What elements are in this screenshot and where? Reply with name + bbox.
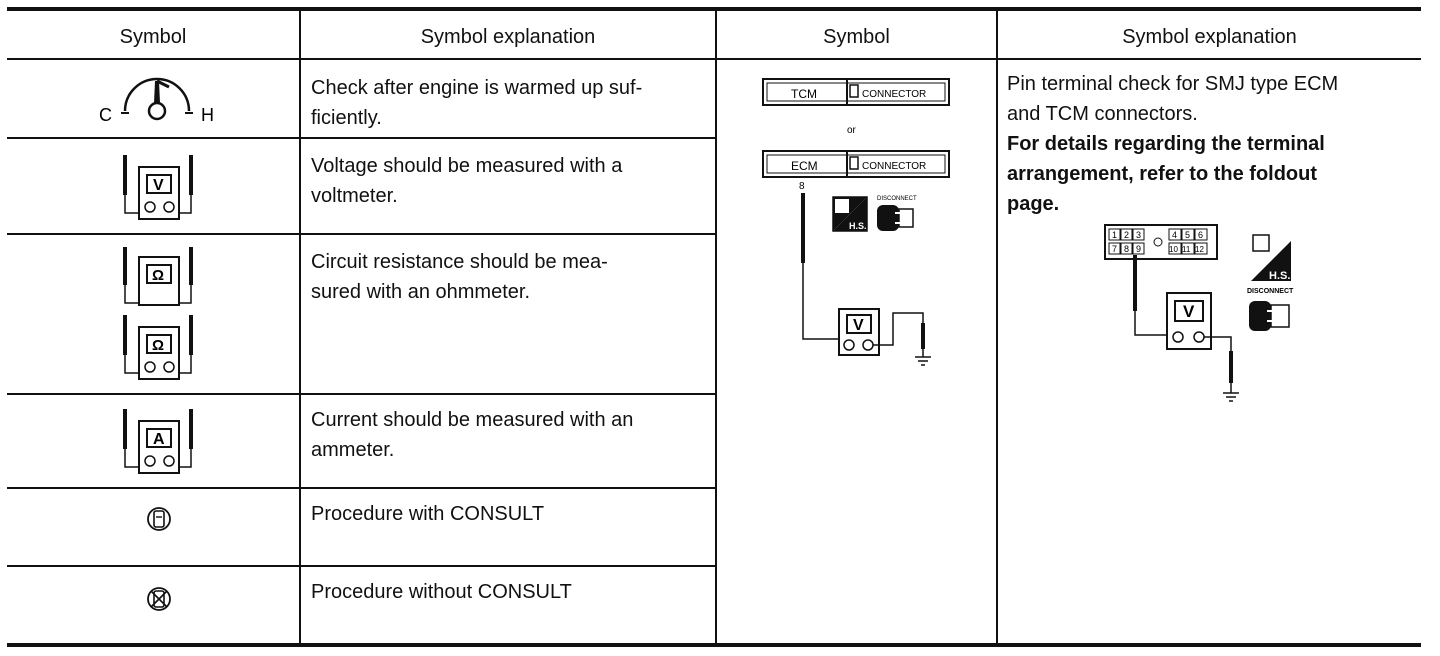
no-consult-icon xyxy=(145,583,173,615)
row-4-explanation xyxy=(311,405,633,465)
ohmmeter-icon xyxy=(119,313,199,381)
tcm-label: TCM xyxy=(791,87,817,101)
row-6-explanation xyxy=(311,577,572,607)
gauge-h-label: H xyxy=(201,105,214,125)
pin-8-label: 8 xyxy=(799,181,805,192)
pin-disconnect-icon xyxy=(1249,301,1271,331)
ammeter-icon xyxy=(119,407,199,475)
pin-1: 1 xyxy=(1112,230,1118,240)
row-4-line1: Current should be measured with an xyxy=(311,409,634,431)
row-6-line1: Procedure without CONSULT xyxy=(311,581,572,603)
consult-icon xyxy=(145,503,173,535)
right-explanation-bold2: arrangement, refer to the foldout xyxy=(1007,163,1318,185)
pin-12: 12 xyxy=(1195,245,1204,254)
column-divider xyxy=(715,11,717,643)
ohmmeter-icon xyxy=(119,245,199,309)
header-explanation-left: Symbol explanation xyxy=(420,25,596,48)
row-divider xyxy=(7,565,715,567)
diagram-v-label: V xyxy=(853,317,864,334)
column-divider xyxy=(996,11,998,643)
row-5-explanation xyxy=(311,499,544,529)
right-explanation-bold1: For details regarding the terminal xyxy=(1007,133,1325,155)
temperature-gauge-icon xyxy=(97,75,217,127)
right-explanation-line1: Pin terminal check for SMJ type ECM xyxy=(1007,73,1339,95)
voltmeter-icon xyxy=(119,153,199,221)
row-1-line2: ficiently. xyxy=(311,107,382,129)
or-label: or xyxy=(847,125,856,136)
row-2-line2: voltmeter. xyxy=(311,185,398,207)
row-4-line2: ammeter. xyxy=(311,439,395,461)
ecm-label: ECM xyxy=(791,159,818,173)
row-2-explanation xyxy=(311,151,622,211)
pin-6: 6 xyxy=(1198,230,1204,240)
symbol-table xyxy=(7,7,1421,647)
row-divider xyxy=(7,487,715,489)
ohmmeter-omega-label: Ω xyxy=(152,267,165,284)
ammeter-a-label: A xyxy=(153,431,165,448)
table-bottom-rule xyxy=(7,643,1421,647)
disconnect-label: DISCONNECT xyxy=(877,196,917,202)
disconnect-icon xyxy=(877,205,899,231)
row-divider xyxy=(7,137,715,139)
header-symbol-right: Symbol xyxy=(823,25,890,48)
pin-5: 5 xyxy=(1185,230,1191,240)
pin-terminal-diagram xyxy=(1103,221,1315,407)
pin-3: 3 xyxy=(1136,230,1142,240)
hs-label: H.S. xyxy=(849,221,867,231)
header-explanation-right: Symbol explanation xyxy=(1122,25,1297,48)
pin-2: 2 xyxy=(1124,230,1130,240)
pin-disconnect-label: DISCONNECT xyxy=(1247,288,1294,295)
ohmmeter-omega-label: Ω xyxy=(152,337,165,354)
ecm-connector-label: CONNECTOR xyxy=(862,161,927,172)
row-3-line2: sured with an ohmmeter. xyxy=(311,281,530,303)
tcm-connector-label: CONNECTOR xyxy=(862,89,927,100)
pin-9: 9 xyxy=(1136,244,1142,254)
pin-hs-label: H.S. xyxy=(1269,270,1291,282)
row-5-line1: Procedure with CONSULT xyxy=(311,503,545,525)
gauge-c-label: C xyxy=(99,105,112,125)
pin-11: 11 xyxy=(1182,245,1191,254)
row-3-explanation xyxy=(311,247,608,307)
column-divider xyxy=(299,11,301,643)
row-3-line1: Circuit resistance should be mea- xyxy=(311,251,608,273)
pin-7: 7 xyxy=(1112,244,1118,254)
row-1-explanation xyxy=(311,73,642,133)
row-2-line1: Voltage should be measured with a xyxy=(311,155,623,177)
pin-v-label: V xyxy=(1183,302,1195,321)
row-divider xyxy=(7,393,715,395)
right-explanation-bold3: page. xyxy=(1007,193,1060,215)
connector-diagram xyxy=(755,73,965,373)
right-explanation xyxy=(1007,69,1338,219)
header-symbol-left: Symbol xyxy=(119,25,187,48)
row-1-line1: Check after engine is warmed up suf- xyxy=(311,77,643,99)
pin-8: 8 xyxy=(1124,244,1130,254)
voltmeter-v-label: V xyxy=(153,177,164,194)
right-explanation-line2: and TCM connectors. xyxy=(1007,103,1198,125)
pin-4: 4 xyxy=(1172,230,1178,240)
pin-10: 10 xyxy=(1169,245,1178,254)
row-divider xyxy=(7,233,715,235)
